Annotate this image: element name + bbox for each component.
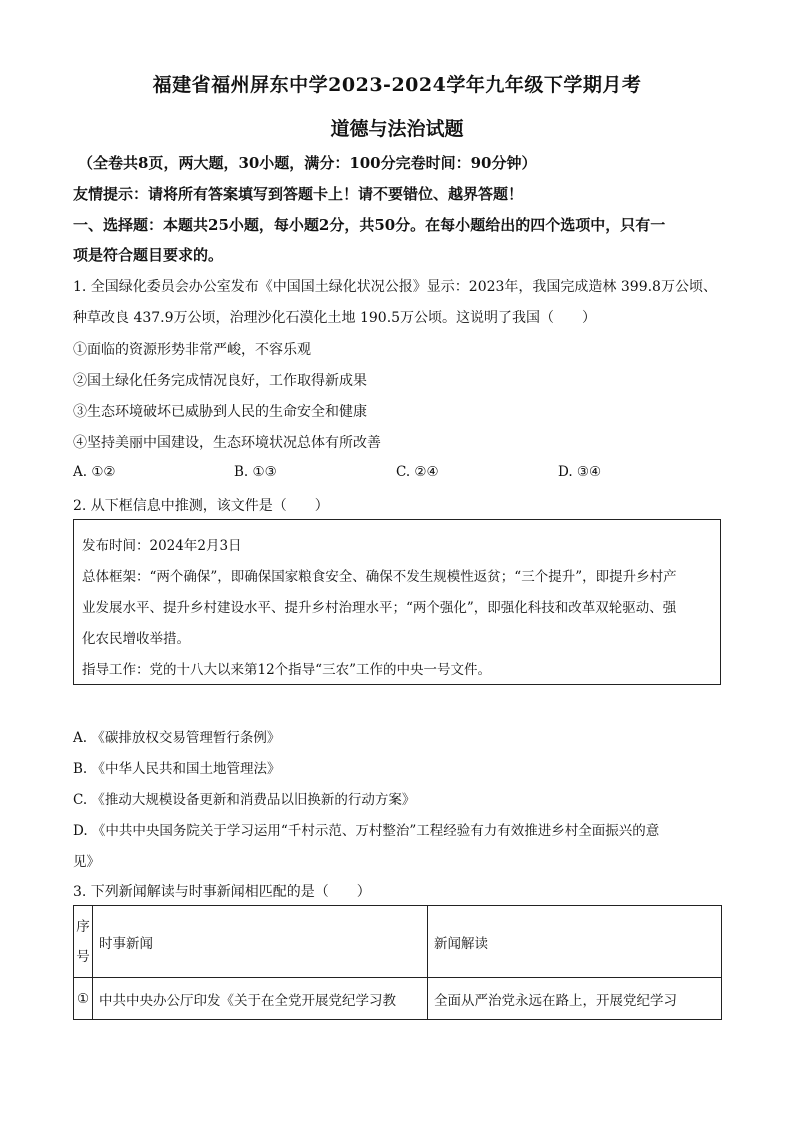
exam-title: 福建省福州屏东中学2023-2024学年九年级下学期月考	[152, 74, 642, 96]
q1-stem-line2: 种草改良 437.9万公顷，治理沙化石漠化土地 190.5万公顷。这说明了我国（ ）	[73, 310, 597, 326]
q3-stem: 3. 下列新闻解读与时事新闻相匹配的是（ ）	[73, 884, 371, 900]
section-heading-line1: 一、选择题：本题共25小题，每小题2分，共50分。在每小题给出的四个选项中，只有一	[73, 216, 666, 234]
q2-box-line-2: 总体框架：“两个确保”，即确保国家粮食安全、确保不发生规模性返贫；“三个提升”，即提升乡村产	[82, 569, 677, 585]
table-header-seq	[74, 906, 93, 978]
q1-statement-4: ④坚持美丽中国建设，生态环境状况总体有所改善	[73, 435, 381, 451]
table-cell-seq: ①	[74, 978, 93, 1020]
q2-info-box	[73, 519, 721, 685]
table-cell-news: 中共中央办公厅印发《关于在全党开展党纪学习教	[93, 978, 428, 1020]
exam-subject: 道德与法治试题	[330, 118, 464, 140]
exam-info: （全卷共8页，两大题，30小题，满分：100分完卷时间：90分钟）	[78, 154, 537, 172]
q2-box-line-1: 发布时间：2024年2月3日	[82, 538, 242, 554]
q2-option-d-continued: 见》	[73, 854, 100, 870]
table-row	[74, 978, 722, 1020]
header-seq-char-1: 序	[76, 918, 90, 935]
q1-stem-line1: 1. 全国绿化委员会办公室发布《中国国土绿化状况公报》显示：2023年，我国完成造林 399.8万公顷、	[73, 279, 717, 295]
q1-option-c[interactable]: C. ②④	[396, 464, 439, 480]
table-header-interpretation: 新闻解读	[428, 906, 722, 978]
table-header-row	[74, 906, 722, 978]
table-cell-interpretation: 全面从严治党永远在路上，开展党纪学习	[428, 978, 722, 1020]
header-seq-char-2: 号	[76, 948, 90, 965]
q2-stem: 2. 从下框信息中推测，该文件是（ ）	[73, 498, 329, 514]
q2-option-a[interactable]: A. 《碳排放权交易管理暂行条例》	[73, 730, 281, 746]
q1-statement-1: ①面临的资源形势非常严峻，不容乐观	[73, 342, 311, 358]
section-heading-line2: 项是符合题目要求的。	[73, 246, 224, 264]
q1-option-b[interactable]: B. ①③	[234, 464, 277, 480]
q2-option-d[interactable]: D. 《中共中央国务院关于学习运用“千村示范、万村整治”工程经验有力有效推进乡村全面振兴的意	[73, 823, 660, 839]
q2-box-line-4: 化农民增收举措。	[82, 631, 190, 647]
q3-news-table	[73, 905, 722, 1020]
q2-option-c[interactable]: C. 《推动大规模设备更新和消费品以旧换新的行动方案》	[73, 792, 416, 808]
q1-option-a[interactable]: A. ①②	[73, 464, 116, 480]
q1-statement-3: ③生态环境破坏已威胁到人民的生命安全和健康	[73, 404, 367, 420]
q2-option-b[interactable]: B. 《中华人民共和国土地管理法》	[73, 761, 281, 777]
q2-box-line-5: 指导工作：党的十八大以来第12个指导“三农”工作的中央一号文件。	[82, 662, 491, 678]
q1-option-d[interactable]: D. ③④	[558, 464, 602, 480]
friendly-tip: 友情提示：请将所有答案填写到答题卡上！请不要错位、越界答题！	[73, 185, 524, 203]
table-header-news: 时事新闻	[93, 906, 428, 978]
q2-box-line-3: 业发展水平、提升乡村建设水平、提升乡村治理水平；“两个强化”，即强化科技和改革双轮驱动、强	[82, 600, 677, 616]
q1-statement-2: ②国土绿化任务完成情况良好，工作取得新成果	[73, 373, 367, 389]
